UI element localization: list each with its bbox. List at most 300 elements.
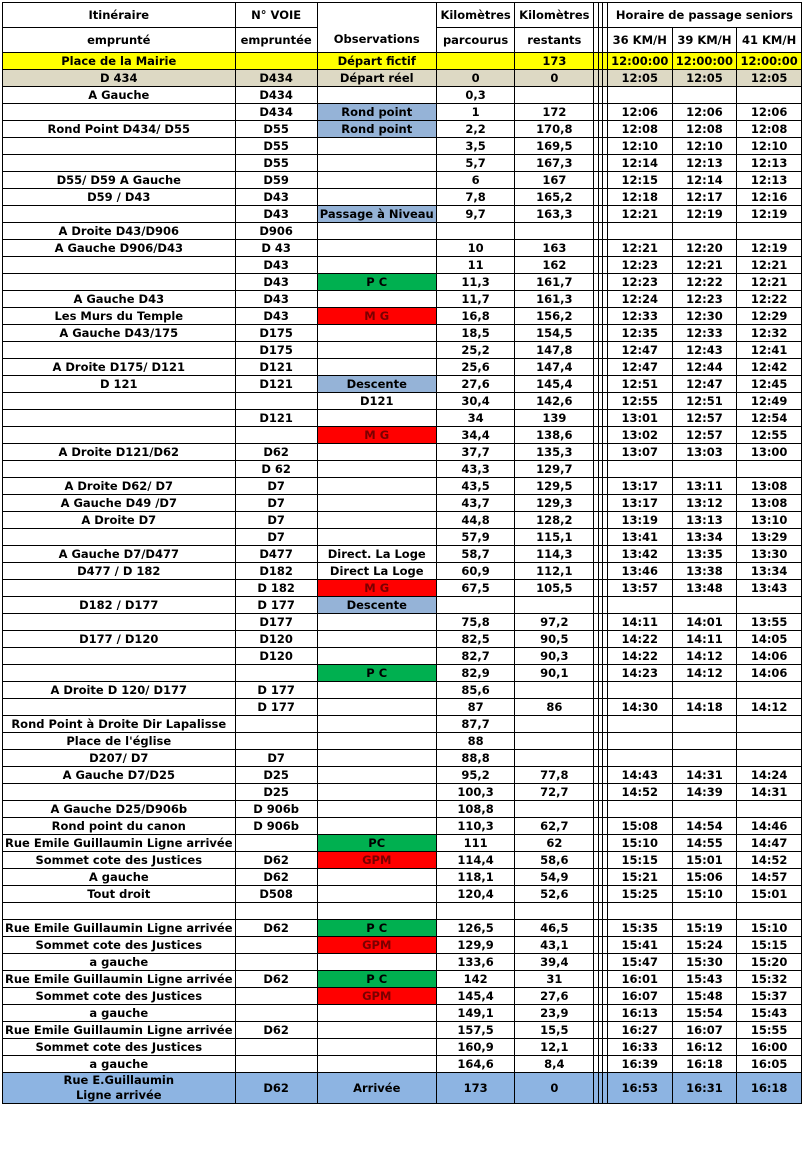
km-parcourus-cell: 149,1 — [436, 1005, 515, 1022]
time-39-cell — [672, 733, 737, 750]
observation-cell: P C — [317, 920, 436, 937]
itineraire-text: A gauche — [88, 869, 149, 884]
km-parcourus-cell: 58,7 — [436, 546, 515, 563]
table-row — [3, 937, 802, 954]
header-km-parcourus-2: parcourus — [436, 28, 515, 53]
km-parcourus-cell — [436, 597, 515, 614]
km-restants-cell: 77,8 — [515, 767, 594, 784]
km-parcourus-cell: 44,8 — [436, 512, 515, 529]
voie-cell — [235, 937, 317, 954]
time-41-cell: 15:10 — [737, 920, 802, 937]
km-restants-cell: 145,4 — [515, 376, 594, 393]
itineraire-cell — [3, 631, 236, 648]
voie-cell: D 906b — [235, 801, 317, 818]
itineraire-cell — [3, 801, 236, 818]
time-41-cell: 12:19 — [737, 240, 802, 257]
km-restants-cell: 43,1 — [515, 937, 594, 954]
time-36-cell: 13:17 — [607, 495, 672, 512]
table-row — [3, 461, 802, 478]
itineraire-text: A Droite D 120/ D177 — [50, 682, 188, 697]
voie-cell: D7 — [235, 478, 317, 495]
time-41-cell: 14:06 — [737, 648, 802, 665]
time-41-cell — [737, 903, 802, 920]
time-39-cell: 12:14 — [672, 172, 737, 189]
km-restants-cell: 173 — [515, 53, 594, 70]
time-41-cell: 12:45 — [737, 376, 802, 393]
time-41-cell: 15:32 — [737, 971, 802, 988]
table-row — [3, 393, 802, 410]
voie-cell — [235, 393, 317, 410]
itineraire-cell — [3, 291, 236, 308]
itineraire-cell — [3, 359, 236, 376]
time-36-cell: 12:23 — [607, 257, 672, 274]
table-row — [3, 733, 802, 750]
voie-cell: D62 — [235, 869, 317, 886]
time-36-cell: 12:08 — [607, 121, 672, 138]
km-parcourus-cell: 82,7 — [436, 648, 515, 665]
time-41-cell: 13:00 — [737, 444, 802, 461]
voie-cell: D25 — [235, 767, 317, 784]
time-39-cell: 14:54 — [672, 818, 737, 835]
voie-cell: D 177 — [235, 682, 317, 699]
voie-cell: D175 — [235, 325, 317, 342]
table-row — [3, 155, 802, 172]
time-36-cell: 14:23 — [607, 665, 672, 682]
time-39-cell: 13:34 — [672, 529, 737, 546]
time-41-cell: 14:24 — [737, 767, 802, 784]
voie-cell: D55 — [235, 138, 317, 155]
table-row — [3, 342, 802, 359]
voie-cell: D43 — [235, 189, 317, 206]
itineraire-cell — [3, 614, 236, 631]
time-36-cell: 12:00:00 — [607, 53, 672, 70]
time-36-cell: 12:14 — [607, 155, 672, 172]
time-39-cell: 15:43 — [672, 971, 737, 988]
itineraire-text: Rue Emile Guillaumin Ligne arrivée — [5, 920, 233, 935]
header-speed-39: 39 KM/H — [672, 28, 737, 53]
time-41-cell: 15:37 — [737, 988, 802, 1005]
itineraire-text: A Gauche D43/175 — [59, 325, 179, 340]
itineraire-cell — [3, 393, 236, 410]
time-36-cell: 16:13 — [607, 1005, 672, 1022]
km-parcourus-cell: 43,7 — [436, 495, 515, 512]
km-parcourus-cell: 88,8 — [436, 750, 515, 767]
time-36-cell: 13:57 — [607, 580, 672, 597]
itineraire-text: A Droite D62/ D7 — [64, 478, 174, 493]
km-parcourus-cell: 160,9 — [436, 1039, 515, 1056]
itineraire-text: A Droite D175/ D121 — [52, 359, 186, 374]
time-36-cell: 13:07 — [607, 444, 672, 461]
itineraire-text: Sommet cote des Justices — [35, 1039, 203, 1054]
itineraire-cell — [3, 104, 236, 121]
voie-cell: D59 — [235, 172, 317, 189]
voie-cell: D7 — [235, 512, 317, 529]
itineraire-text: A Gauche D25/D906b — [50, 801, 188, 816]
time-39-cell: 15:30 — [672, 954, 737, 971]
km-restants-cell: 97,2 — [515, 614, 594, 631]
table-row — [3, 172, 802, 189]
observation-cell — [317, 801, 436, 818]
time-41-cell — [737, 733, 802, 750]
voie-cell: D508 — [235, 886, 317, 903]
itineraire-cell — [3, 665, 236, 682]
observation-cell — [317, 342, 436, 359]
voie-cell: D55 — [235, 155, 317, 172]
voie-cell: D43 — [235, 206, 317, 223]
observation-cell: M G — [317, 580, 436, 597]
voie-cell — [235, 1005, 317, 1022]
table-row — [3, 308, 802, 325]
km-restants-cell: 72,7 — [515, 784, 594, 801]
table-row — [3, 512, 802, 529]
time-39-cell: 12:30 — [672, 308, 737, 325]
time-36-cell: 14:30 — [607, 699, 672, 716]
km-parcourus-cell: 30,4 — [436, 393, 515, 410]
time-41-cell: 14:52 — [737, 852, 802, 869]
km-restants-cell: 90,3 — [515, 648, 594, 665]
km-parcourus-cell: 111 — [436, 835, 515, 852]
observation-cell: Descente — [317, 597, 436, 614]
time-41-cell: 14:47 — [737, 835, 802, 852]
time-39-cell: 14:18 — [672, 699, 737, 716]
km-restants-cell: 138,6 — [515, 427, 594, 444]
observation-cell — [317, 886, 436, 903]
time-41-cell: 14:31 — [737, 784, 802, 801]
observation-cell: GPM — [317, 988, 436, 1005]
table-header — [3, 3, 802, 53]
km-restants-cell: 167 — [515, 172, 594, 189]
km-restants-cell — [515, 682, 594, 699]
voie-cell: D177 — [235, 614, 317, 631]
time-36-cell: 15:15 — [607, 852, 672, 869]
itineraire-cell — [3, 716, 236, 733]
itineraire-cell — [3, 274, 236, 291]
voie-cell — [235, 988, 317, 1005]
voie-cell — [235, 835, 317, 852]
time-41-cell: 12:19 — [737, 206, 802, 223]
observation-cell — [317, 733, 436, 750]
time-41-cell: 12:21 — [737, 257, 802, 274]
itineraire-text: A Gauche D43 — [73, 291, 165, 306]
time-36-cell: 12:06 — [607, 104, 672, 121]
itineraire-cell — [3, 971, 236, 988]
itineraire-text: D182 / D177 — [79, 597, 159, 612]
time-36-cell — [607, 801, 672, 818]
itineraire-text: A Gauche — [88, 87, 150, 102]
km-parcourus-cell: 25,6 — [436, 359, 515, 376]
time-36-cell — [607, 750, 672, 767]
voie-cell: D7 — [235, 495, 317, 512]
time-36-cell: 13:01 — [607, 410, 672, 427]
header-km-parcourus-1: Kilomètres — [436, 3, 515, 28]
observation-cell — [317, 1022, 436, 1039]
itineraire-cell — [3, 597, 236, 614]
observation-cell — [317, 257, 436, 274]
time-36-cell: 12:47 — [607, 342, 672, 359]
km-parcourus-cell: 173 — [436, 1073, 515, 1104]
observation-cell — [317, 444, 436, 461]
itineraire-cell — [3, 206, 236, 223]
itineraire-cell — [3, 886, 236, 903]
time-36-cell — [607, 716, 672, 733]
km-parcourus-cell: 43,3 — [436, 461, 515, 478]
table-row — [3, 1005, 802, 1022]
table-row — [3, 563, 802, 580]
itineraire-cell — [3, 325, 236, 342]
km-parcourus-cell: 57,9 — [436, 529, 515, 546]
km-parcourus-cell: 82,5 — [436, 631, 515, 648]
header-itineraire-2: emprunté — [3, 28, 236, 53]
observation-cell — [317, 478, 436, 495]
time-39-cell: 16:07 — [672, 1022, 737, 1039]
itineraire-cell — [3, 1022, 236, 1039]
time-39-cell: 12:33 — [672, 325, 737, 342]
km-restants-cell: 129,5 — [515, 478, 594, 495]
time-41-cell — [737, 597, 802, 614]
observation-cell: Direct La Loge — [317, 563, 436, 580]
table-row — [3, 189, 802, 206]
observation-cell — [317, 614, 436, 631]
itineraire-text: D177 / D120 — [79, 631, 159, 646]
km-parcourus-cell: 110,3 — [436, 818, 515, 835]
itineraire-cell — [3, 529, 236, 546]
observation-cell — [317, 138, 436, 155]
observation-cell: P C — [317, 665, 436, 682]
time-41-cell: 16:18 — [737, 1073, 802, 1104]
observation-cell — [317, 631, 436, 648]
km-restants-cell: 129,7 — [515, 461, 594, 478]
time-36-cell: 16:39 — [607, 1056, 672, 1073]
time-41-cell — [737, 750, 802, 767]
time-39-cell: 12:06 — [672, 104, 737, 121]
table-row — [3, 614, 802, 631]
time-39-cell: 12:20 — [672, 240, 737, 257]
itineraire-cell — [3, 767, 236, 784]
km-parcourus-cell: 7,8 — [436, 189, 515, 206]
header-horaire-group: Horaire de passage seniors — [607, 3, 801, 28]
km-restants-cell: 0 — [515, 1073, 594, 1104]
time-36-cell: 12:33 — [607, 308, 672, 325]
itineraire-cell — [3, 1073, 236, 1104]
time-41-cell — [737, 223, 802, 240]
itineraire-text: a gauche — [89, 1056, 149, 1071]
time-36-cell: 16:53 — [607, 1073, 672, 1104]
itineraire-text: A Gauche D906/D43 — [54, 240, 183, 255]
time-39-cell: 13:48 — [672, 580, 737, 597]
time-36-cell: 14:22 — [607, 648, 672, 665]
km-parcourus-cell: 16,8 — [436, 308, 515, 325]
time-41-cell: 12:05 — [737, 70, 802, 87]
km-restants-cell: 135,3 — [515, 444, 594, 461]
table-row — [3, 138, 802, 155]
voie-cell: D43 — [235, 308, 317, 325]
km-restants-cell — [515, 733, 594, 750]
itineraire-cell — [3, 53, 236, 70]
time-36-cell: 12:21 — [607, 206, 672, 223]
km-parcourus-cell: 60,9 — [436, 563, 515, 580]
time-36-cell: 12:21 — [607, 240, 672, 257]
itineraire-text: Rue Emile Guillaumin Ligne arrivée — [5, 971, 233, 986]
voie-cell: D182 — [235, 563, 317, 580]
time-41-cell: 12:16 — [737, 189, 802, 206]
km-parcourus-cell: 11,7 — [436, 291, 515, 308]
km-restants-cell: 170,8 — [515, 121, 594, 138]
table-row — [3, 104, 802, 121]
km-restants-cell: 139 — [515, 410, 594, 427]
voie-cell: D121 — [235, 410, 317, 427]
time-41-cell: 15:01 — [737, 886, 802, 903]
time-39-cell: 12:19 — [672, 206, 737, 223]
observation-cell — [317, 903, 436, 920]
itineraire-cell — [3, 461, 236, 478]
table-row — [3, 1039, 802, 1056]
voie-cell: D43 — [235, 274, 317, 291]
voie-cell: D62 — [235, 1073, 317, 1104]
voie-cell: D 62 — [235, 461, 317, 478]
itineraire-cell — [3, 563, 236, 580]
km-parcourus-cell — [436, 53, 515, 70]
km-parcourus-cell: 25,2 — [436, 342, 515, 359]
km-restants-cell: 27,6 — [515, 988, 594, 1005]
table-row — [3, 580, 802, 597]
table-row — [3, 852, 802, 869]
km-restants-cell: 163 — [515, 240, 594, 257]
observation-cell: GPM — [317, 937, 436, 954]
itineraire-cell — [3, 155, 236, 172]
km-restants-cell: 105,5 — [515, 580, 594, 597]
itineraire-cell — [3, 869, 236, 886]
table-row — [3, 886, 802, 903]
km-restants-cell: 163,3 — [515, 206, 594, 223]
time-39-cell: 16:31 — [672, 1073, 737, 1104]
table-row — [3, 495, 802, 512]
km-parcourus-cell: 5,7 — [436, 155, 515, 172]
time-36-cell: 14:43 — [607, 767, 672, 784]
observation-cell: Départ réel — [317, 70, 436, 87]
km-restants-cell: 169,5 — [515, 138, 594, 155]
km-parcourus-cell: 11 — [436, 257, 515, 274]
time-39-cell: 13:12 — [672, 495, 737, 512]
km-restants-cell: 128,2 — [515, 512, 594, 529]
time-39-cell: 12:21 — [672, 257, 737, 274]
time-39-cell — [672, 682, 737, 699]
km-restants-cell: 147,4 — [515, 359, 594, 376]
itineraire-text: D 121 — [99, 376, 138, 391]
voie-cell: D121 — [235, 376, 317, 393]
header-km-restants-2: restants — [515, 28, 594, 53]
observation-cell — [317, 648, 436, 665]
itineraire-cell — [3, 784, 236, 801]
observation-cell — [317, 87, 436, 104]
table-row — [3, 869, 802, 886]
time-39-cell: 14:31 — [672, 767, 737, 784]
km-restants-cell: 112,1 — [515, 563, 594, 580]
time-41-cell: 12:08 — [737, 121, 802, 138]
time-36-cell: 15:47 — [607, 954, 672, 971]
time-36-cell: 12:24 — [607, 291, 672, 308]
itineraire-cell — [3, 121, 236, 138]
itineraire-text: A Gauche D49 /D7 — [60, 495, 177, 510]
km-restants-cell: 58,6 — [515, 852, 594, 869]
itineraire-cell — [3, 1056, 236, 1073]
voie-cell: D434 — [235, 104, 317, 121]
table-row — [3, 1073, 802, 1104]
km-parcourus-cell: 67,5 — [436, 580, 515, 597]
observation-cell: PC — [317, 835, 436, 852]
time-39-cell: 14:55 — [672, 835, 737, 852]
time-39-cell — [672, 903, 737, 920]
time-41-cell: 13:55 — [737, 614, 802, 631]
itineraire-text: Place de la Mairie — [61, 53, 177, 68]
itineraire-cell — [3, 1039, 236, 1056]
km-restants-cell — [515, 87, 594, 104]
time-39-cell: 13:03 — [672, 444, 737, 461]
km-parcourus-cell: 120,4 — [436, 886, 515, 903]
observation-cell: Passage à Niveau — [317, 206, 436, 223]
time-41-cell: 12:54 — [737, 410, 802, 427]
observation-cell — [317, 155, 436, 172]
voie-cell: D 177 — [235, 597, 317, 614]
itineraire-text: Rond point du canon — [51, 818, 186, 833]
itineraire-text: Les Murs du Temple — [54, 308, 184, 323]
km-restants-cell: 0 — [515, 70, 594, 87]
itineraire-cell — [3, 342, 236, 359]
table-row — [3, 1056, 802, 1073]
itineraire-text: Rue Emile Guillaumin Ligne arrivée — [5, 835, 233, 850]
km-restants-cell — [515, 903, 594, 920]
time-41-cell: 12:49 — [737, 393, 802, 410]
observation-cell — [317, 818, 436, 835]
time-36-cell: 15:08 — [607, 818, 672, 835]
km-parcourus-cell: 87 — [436, 699, 515, 716]
km-parcourus-cell: 1 — [436, 104, 515, 121]
itineraire-cell — [3, 240, 236, 257]
time-36-cell: 15:25 — [607, 886, 672, 903]
km-restants-cell: 15,5 — [515, 1022, 594, 1039]
observation-cell: Rond point — [317, 104, 436, 121]
table-row — [3, 223, 802, 240]
observation-cell — [317, 189, 436, 206]
observation-cell — [317, 410, 436, 427]
itineraire-text: Rue Emile Guillaumin Ligne arrivée — [5, 1022, 233, 1037]
observation-cell — [317, 223, 436, 240]
itineraire-cell — [3, 852, 236, 869]
km-parcourus-cell: 2,2 — [436, 121, 515, 138]
table-row — [3, 257, 802, 274]
table-row — [3, 291, 802, 308]
time-39-cell: 16:18 — [672, 1056, 737, 1073]
itineraire-text: Place de l'église — [66, 733, 172, 748]
time-39-cell: 13:38 — [672, 563, 737, 580]
km-restants-cell: 162 — [515, 257, 594, 274]
itineraire-cell — [3, 87, 236, 104]
table-row — [3, 546, 802, 563]
observation-cell: Descente — [317, 376, 436, 393]
km-parcourus-cell: 129,9 — [436, 937, 515, 954]
itineraire-text: Rue E.Guillaumin — [63, 1073, 175, 1087]
itineraire-cell — [3, 903, 236, 920]
voie-cell: D120 — [235, 631, 317, 648]
observation-cell: M G — [317, 427, 436, 444]
observation-cell — [317, 1039, 436, 1056]
observation-cell — [317, 767, 436, 784]
km-restants-cell: 114,3 — [515, 546, 594, 563]
itineraire-text: Rond Point D434/ D55 — [47, 121, 190, 136]
itineraire-text-line2: Ligne arrivée — [75, 1088, 162, 1102]
voie-cell — [235, 1039, 317, 1056]
time-41-cell: 14:57 — [737, 869, 802, 886]
table-row — [3, 1022, 802, 1039]
